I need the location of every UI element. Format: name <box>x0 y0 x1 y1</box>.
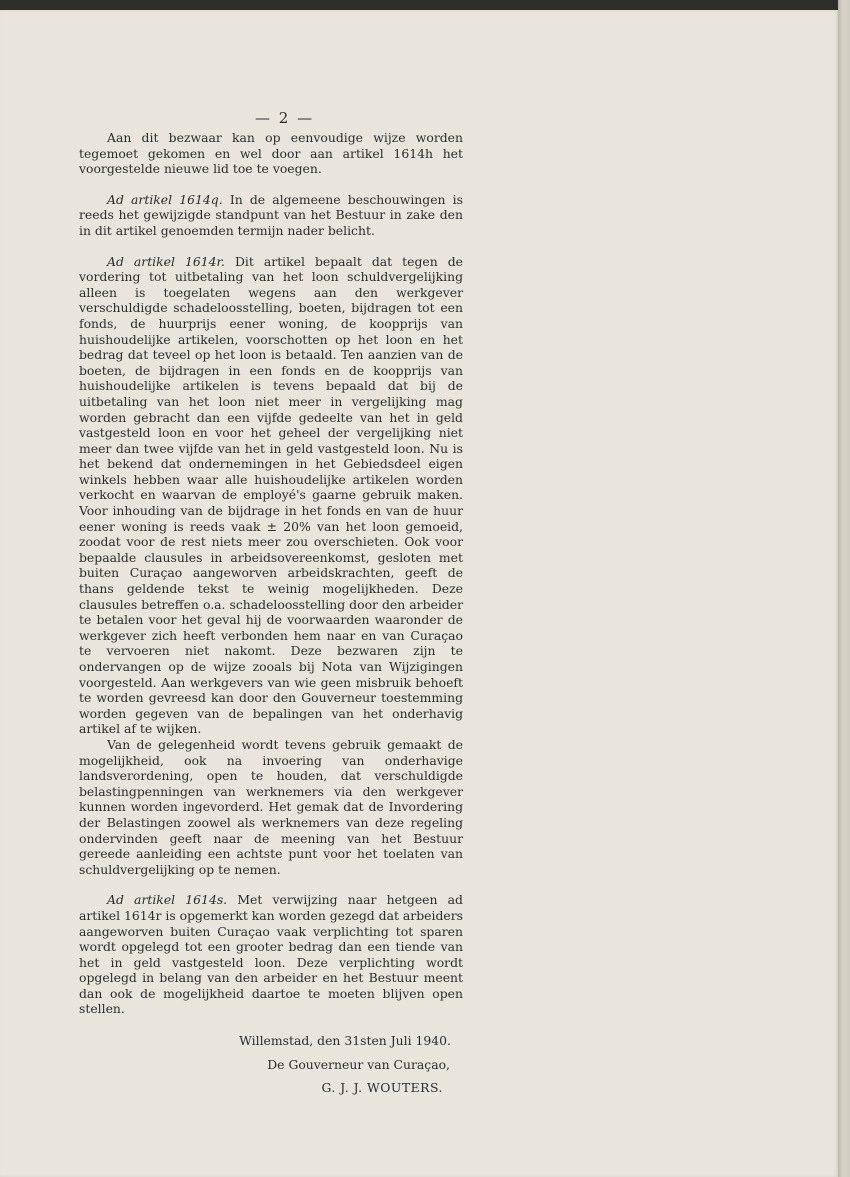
section-1614s <box>79 892 463 1017</box>
intro-paragraph: Aan dit bezwaar kan op eenvoudige wijze worden tegemoet gekomen en wel door aan artikel 1614h het voorgestelde nieuwe lid toe te voegen. <box>79 130 463 177</box>
section-1614r-heading: Ad artikel 1614r. <box>107 253 225 269</box>
section-1614q-heading: Ad artikel 1614q. <box>107 191 223 207</box>
section-1614s-text: Met verwijzing naar hetgeen ad artikel 1614r is opgemerkt kan worden gezegd dat arbeiders aangeworven buiten Curaçao vaak verplichting tot sparen wordt opgelegd tot een grooter bedrag dan een tiende van het in geld vastgesteld loon. Deze verplichting wordt opgelegd in belang van den arbeider en het Bestuur meent dan ook de mogelijkheid daartoe te moeten blijven open stellen. <box>79 892 463 1017</box>
section-1614r-text: Dit artikel bepaalt dat tegen de vordering tot uitbetaling van het loon schuldvergelijking alleen is toegelaten wegens aan den werkgever verschuldigde schadeloosstelling, boeten, bijdragen tot een fonds, de huurprijs eener woning, de koopprijs van huishoudelijke artikelen, voorschotten op het loon en het bedrag dat teveel op het loon is betaald. Ten aanzien van de boeten, de bijdragen in een fonds en de koopprijs van huishoudelijke artikelen is tevens bepaald dat bij de uitbetaling van het loon niet meer in vergelijking mag worden gebracht dan een vijfde gedeelte van het in geld vastgesteld loon en voor het geheel der vergelijking niet meer dan twee vijfde van het in geld vastgesteld loon. Nu is het bekend dat ondernemingen in het Gebiedsdeel eigen winkels hebben waar alle huishoudelijke artikelen worden verkocht en waarvan de employé's gaarne gebruik maken. Voor inhouding van de bijdrage in het fonds en van de huur eener woning is reeds vaak ± 20% van het loon gemoeid, zoodat voor de rest niets meer zou overschieten. Ook voor bepaalde clausules in arbeidsovereenkomst, gesloten met buiten Curaçao aangeworven arbeidskrachten, geeft de thans geldende tekst te weinig mogelijkheden. Deze clausules betreffen o.a. schadeloosstelling door den arbeider te betalen voor het geval hij de voorwaarden waaronder de werkgever zich heeft verbonden hem naar en van Curaçao te vervoeren niet nakomt. Deze bezwaren zijn te ondervangen op de wijze zooals bij Nota van Wijzigingen voorgesteld. Aan werkgevers van wie geen misbruik behoeft te worden gevreesd kan door den Gouverneur toestemming worden gegeven van de bepalingen van het onderhavig artikel af te wijken. <box>79 253 463 737</box>
page-number: — 2 — <box>255 109 315 127</box>
section-1614r-paragraph-2: Van de gelegenheid wordt tevens gebruik gemaakt de mogelijkheid, ook na invoering van onderhavige landsverordening, open te houden, dat verschuldigde belastingpenningen van werknemers via den werkgever kunnen worden ingevorderd. Het gemak dat de Invordering der Belastingen zoowel als werknemers van deze regeling ondervinden geeft naar de meening van het Bestuur gereede aanleiding een achtste punt voor het toelaten van schuldvergelijking op te nemen. <box>79 736 463 877</box>
next-page-edge <box>838 0 850 1177</box>
section-1614q-text: In de algemeene beschouwingen is reeds het gewijzigde standpunt van het Bestuur in zake den in dit artikel genoemden termijn nader belicht. <box>79 191 463 238</box>
section-1614q <box>79 192 463 239</box>
section-1614r <box>79 254 463 737</box>
document-page <box>0 10 838 1177</box>
scan-background-top <box>0 0 838 10</box>
document-body <box>79 130 463 1096</box>
signature-name: G. J. J. WOUTERS. <box>321 1080 443 1096</box>
signature-place-date: Willemstad, den 31sten Juli 1940. <box>239 1033 451 1049</box>
section-1614s-heading: Ad artikel 1614s. <box>107 892 228 908</box>
signature-title: De Gouverneur van Curaçao, <box>267 1056 450 1072</box>
